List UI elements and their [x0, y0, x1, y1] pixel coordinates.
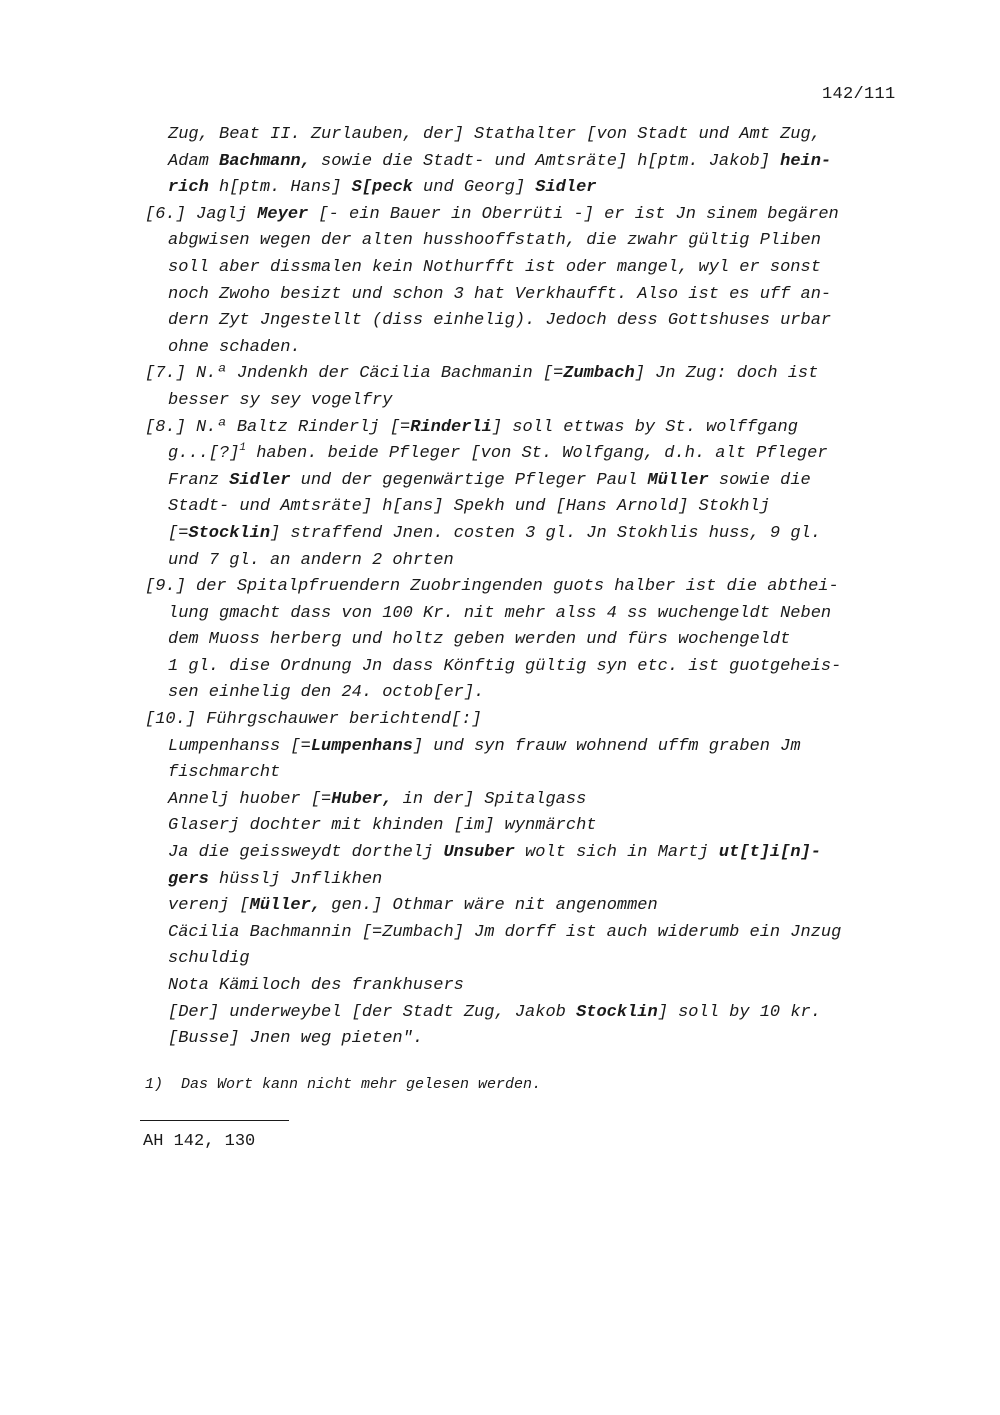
text-line: [=Stocklin] straffend Jnen. costen 3 gl. Jn Stokhlis huss, 9 gl.	[168, 523, 821, 543]
source-reference: AH 142, 130	[143, 1132, 256, 1151]
text-line: verenj [Müller, gen.] Othmar wäre nit angenommen	[168, 896, 658, 916]
text-line: lung gmacht dass von 100 Kr. nit mehr alss 4 ss wuchengeldt Neben	[168, 603, 832, 623]
text-line: ohne schaden.	[168, 337, 301, 357]
name-highlight: Stocklin	[188, 523, 271, 543]
name-highlight: Zumbach	[563, 364, 635, 384]
text-line: schuldig	[168, 949, 250, 969]
text-line: Stadt- und Amtsräte] h[ans] Spekh und [Hans Arnold] Stokhlj	[168, 497, 770, 517]
text-line: noch Zwoho besizt und schon 3 hat Verkhaufft. Also ist es uff an-	[168, 284, 832, 304]
text-line: dem Muoss herberg und holtz geben werden und fürs wochengeldt	[168, 630, 791, 650]
text-line: Adam Bachmann, sowie die Stadt- und Amtsräte] h[ptm. Jakob] hein-	[168, 151, 832, 171]
entry-8: [8.] N.ª Baltz Rinderlj [=Rinderli] soll ettwas by St. wolffgang	[145, 417, 798, 437]
text-line: rich h[ptm. Hans] S[peck und Georg] Sidler	[168, 178, 597, 198]
text-line: Franz Sidler und der gegenwärtige Pfleger Paul Müller sowie die	[168, 470, 811, 490]
name-highlight: Sidler	[535, 178, 597, 198]
text-line: und 7 gl. an andern 2 ohrten	[168, 550, 454, 570]
text-line: fischmarcht	[168, 763, 281, 783]
name-highlight: Huber,	[331, 789, 393, 809]
text-line: besser sy sey vogelfry	[168, 390, 393, 410]
name-highlight: Stocklin	[576, 1002, 658, 1022]
text-line: soll aber dissmalen kein Nothurfft ist oder mangel, wyl er sonst	[168, 257, 821, 277]
name-highlight: Rinderli	[410, 417, 492, 437]
footnote: 1) Das Wort kann nicht mehr gelesen werden.	[145, 1076, 542, 1093]
text-line: Nota Kämiloch des frankhusers	[168, 976, 464, 995]
transcription-text	[145, 122, 945, 1053]
name-highlight: hein-	[780, 151, 832, 171]
page-number: 142/111	[822, 85, 896, 104]
name-highlight: Müller	[647, 470, 709, 490]
name-highlight: ut[t]i[n]-	[718, 843, 821, 863]
text-line: [Busse] Jnen weg pieten".	[168, 1029, 424, 1049]
text-line: Annelj huober [=Huber, in der] Spitalgass	[168, 789, 587, 809]
text-line: dern Zyt Jngestellt (diss einhelig). Jedoch dess Gottshuses urbar	[168, 311, 832, 331]
text-line: sen einhelig den 24. octob[er].	[168, 683, 485, 703]
entry-7: [7.] N.ª Jndenkh der Cäcilia Bachmanin [=Zumbach] Jn Zug: doch ist	[145, 364, 819, 384]
text-line: [Der] underweybel [der Stadt Zug, Jakob Stocklin] soll by 10 kr.	[168, 1002, 821, 1022]
text-line: Cäcilia Bachmannin [=Zumbach] Jm dorff ist auch widerumb ein Jnzug	[168, 922, 842, 942]
name-highlight: Unsuber	[443, 843, 515, 863]
name-highlight: S[peck	[351, 178, 413, 198]
name-highlight: Bachmann,	[219, 151, 311, 171]
text-line: g...[?]$^1$ haben. beide Pfleger [von St. Wolfgang, d.h. alt Pfleger	[168, 442, 828, 464]
entry-10: [10.] Führgschauwer berichtend[:]	[145, 710, 482, 730]
text-line: Ja die geissweydt dorthelj Unsuber wolt sich in Martj ut[t]i[n]-	[168, 843, 821, 863]
text-line: Lumpenhanss [=Lumpenhans] und syn frauw wohnend uffm graben Jm	[168, 736, 801, 756]
name-highlight: gers	[168, 869, 209, 889]
name-highlight: rich	[168, 178, 209, 198]
entry-9: [9.] der Spitalpfruendern Zuobringenden guots halber ist die abthei-	[145, 577, 839, 597]
entry-6: [6.] Jaglj Meyer [- ein Bauer in Oberrüti -] er ist Jn sinem begären	[145, 204, 839, 224]
name-highlight: Müller,	[249, 896, 322, 916]
name-highlight: Meyer	[257, 204, 309, 224]
name-highlight: Sidler	[229, 470, 291, 490]
text-line: gers hüsslj Jnflikhen	[168, 869, 383, 889]
text-line: Zug, Beat II. Zurlauben, der] Stathalter [von Stadt und Amt Zug,	[168, 125, 821, 144]
footnote-marker: 1	[239, 442, 247, 455]
text-line: Glaserj dochter mit khinden [im] wynmärcht	[168, 816, 597, 836]
text-line: abgwisen wegen der alten husshooffstath, die zwahr gültig Pliben	[168, 231, 821, 251]
divider	[140, 1120, 289, 1121]
name-highlight: Lumpenhans	[310, 736, 413, 756]
text-line: 1 gl. dise Ordnung Jn dass Könftig gültig syn etc. ist guotgeheis-	[168, 656, 842, 676]
